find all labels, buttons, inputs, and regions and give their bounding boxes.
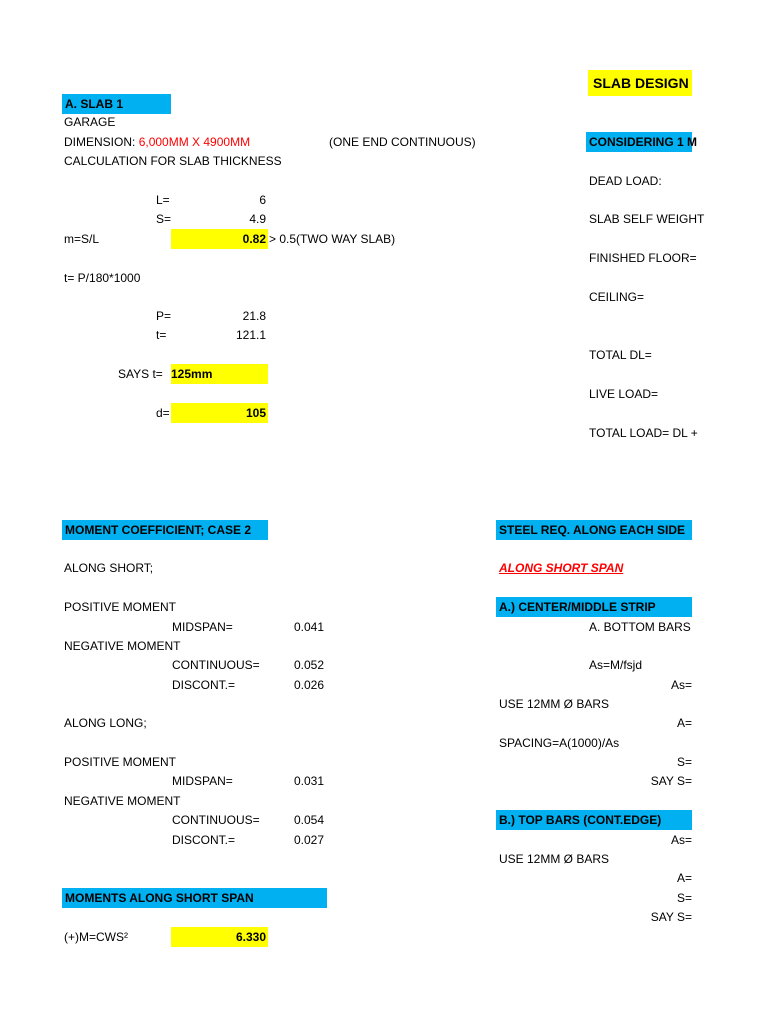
P-value: 21.8 <box>242 309 266 323</box>
s-label-2: S= <box>676 891 692 905</box>
d-label: d= <box>156 406 170 420</box>
m-label: m=S/L <box>64 232 100 246</box>
neg-moment-1: NEGATIVE MOMENT <box>64 639 181 653</box>
total-dl-label: TOTAL DL= <box>589 348 652 362</box>
dead-load-label: DEAD LOAD: <box>589 174 662 188</box>
midspan-1-label: MIDSPAN= <box>172 620 233 634</box>
dimension-label: DIMENSION: <box>64 135 136 149</box>
S-value: 4.9 <box>249 212 266 226</box>
as-label-2: As= <box>670 833 692 847</box>
says-t-label: SAYS t= <box>118 367 163 381</box>
end-condition: (ONE END CONTINUOUS) <box>329 135 476 149</box>
center-strip-header: A.) CENTER/MIDDLE STRIP <box>496 597 692 617</box>
a-label-1: A= <box>676 716 692 730</box>
say-s-label-1: SAY S= <box>650 774 692 788</box>
slab-self-weight-label: SLAB SELF WEIGHT <box>589 212 705 226</box>
L-value: 6 <box>259 193 266 207</box>
use-bars-1: USE 12MM Ø BARS <box>499 697 610 711</box>
P-label: P= <box>156 309 172 323</box>
discont-2-label: DISCONT.= <box>172 833 236 847</box>
use-bars-2: USE 12MM Ø BARS <box>499 852 610 866</box>
cont-2-value: 0.054 <box>294 813 325 827</box>
slab-header: A. SLAB 1 <box>62 94 171 114</box>
t-formula: t= P/180*1000 <box>64 271 141 285</box>
S-label: S= <box>156 212 172 226</box>
top-bars-header: B.) TOP BARS (CONT.EDGE) <box>496 810 692 830</box>
live-load-label: LIVE LOAD= <box>589 387 659 401</box>
says-t-value: 125mm <box>171 364 268 384</box>
along-short-label: ALONG SHORT; <box>64 561 154 575</box>
ceiling-label: CEILING= <box>589 290 645 304</box>
dimension-row <box>64 134 250 150</box>
t-label: t= <box>156 328 167 342</box>
total-load-label: TOTAL LOAD= DL + <box>589 426 698 440</box>
cont-1-label: CONTINUOUS= <box>172 658 260 672</box>
midspan-2-value: 0.031 <box>294 774 325 788</box>
neg-moment-2: NEGATIVE MOMENT <box>64 794 181 808</box>
page-title: SLAB DESIGN <box>588 70 692 96</box>
considering-header: CONSIDERING 1 M <box>586 132 692 152</box>
say-s-label-2: SAY S= <box>650 910 692 924</box>
spacing-formula: SPACING=A(1000)/As <box>499 736 620 750</box>
pos-moment-2: POSITIVE MOMENT <box>64 755 177 769</box>
d-value: 105 <box>171 403 268 423</box>
s-label-1: S= <box>676 755 692 769</box>
discont-1-value: 0.026 <box>294 678 325 692</box>
L-label: L= <box>156 193 170 207</box>
as-label-1: As= <box>670 678 692 692</box>
midspan-2-label: MIDSPAN= <box>172 774 233 788</box>
t-value: 121.1 <box>235 328 266 342</box>
as-formula: As=M/fsjd <box>589 658 643 672</box>
cont-1-value: 0.052 <box>294 658 325 672</box>
moment-coef-header: MOMENT COEFFICIENT; CASE 2 <box>62 520 268 540</box>
location-label: GARAGE <box>64 115 116 129</box>
bottom-bars-label: A. BOTTOM BARS <box>589 620 691 634</box>
moments-short-header: MOMENTS ALONG SHORT SPAN <box>62 888 327 908</box>
m-value: 0.82 <box>171 229 268 249</box>
moment-formula: (+)M=CWS² <box>64 930 128 944</box>
along-long-label: ALONG LONG; <box>64 716 147 730</box>
calc-thickness-label: CALCULATION FOR SLAB THICKNESS <box>64 154 282 168</box>
along-short-span-label: ALONG SHORT SPAN <box>499 561 624 575</box>
m-note: > 0.5(TWO WAY SLAB) <box>269 232 396 246</box>
finished-floor-label: FINISHED FLOOR= <box>589 251 697 265</box>
moment-value: 6.330 <box>171 927 268 947</box>
discont-2-value: 0.027 <box>294 833 325 847</box>
cont-2-label: CONTINUOUS= <box>172 813 260 827</box>
steel-header: STEEL REQ. ALONG EACH SIDE <box>496 520 692 540</box>
a-label-2: A= <box>676 871 692 885</box>
midspan-1-value: 0.041 <box>294 620 325 634</box>
discont-1-label: DISCONT.= <box>172 678 236 692</box>
dimension-value: 6,000MM X 4900MM <box>138 135 251 149</box>
pos-moment-1: POSITIVE MOMENT <box>64 600 177 614</box>
